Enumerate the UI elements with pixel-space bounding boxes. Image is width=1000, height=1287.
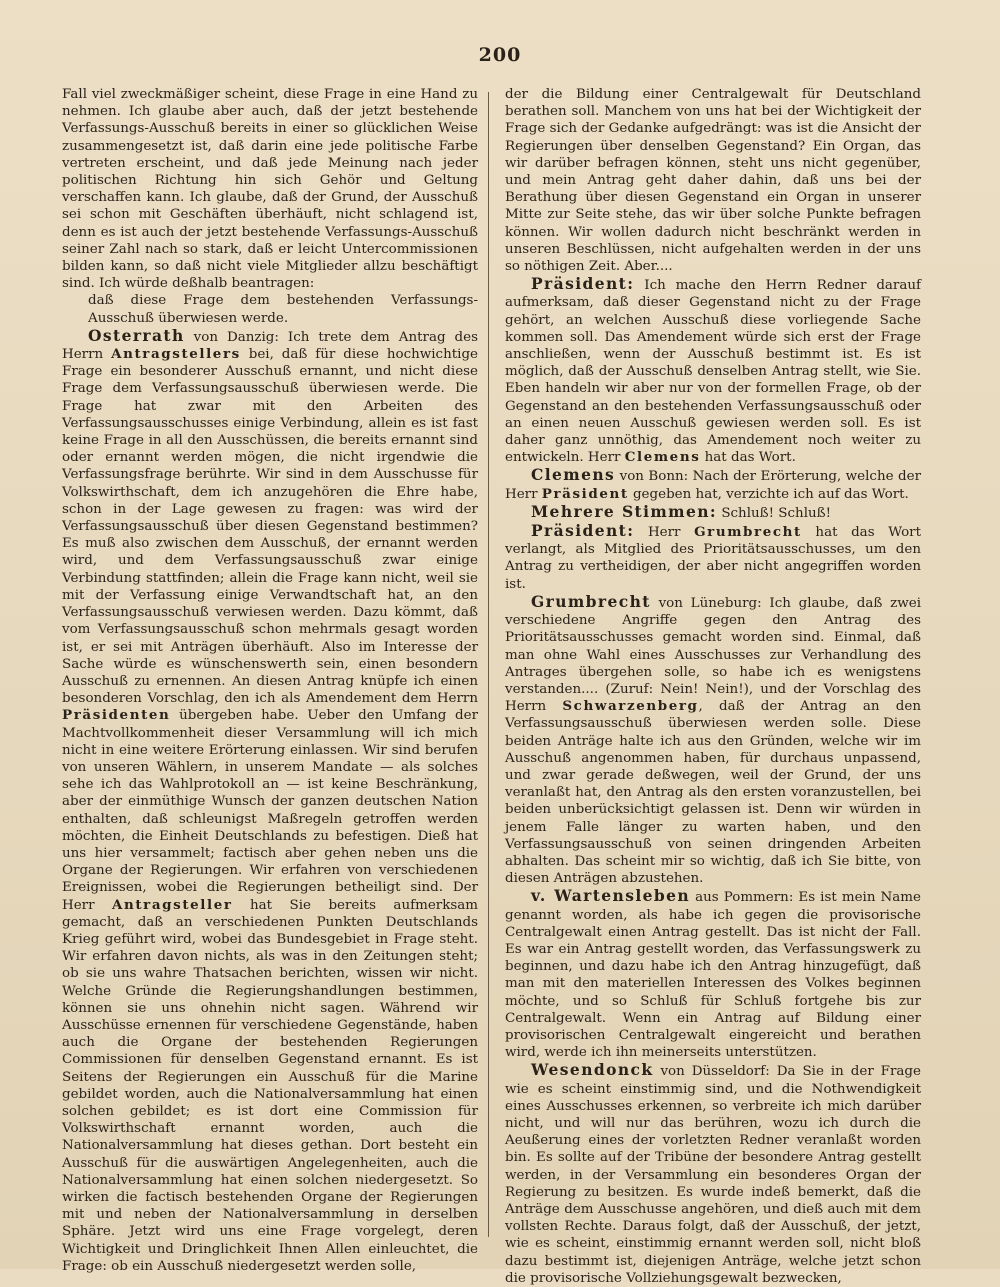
speaker-grumbrecht: Grumbrecht (531, 591, 651, 611)
speaker-mehrere-stimmen: Mehrere Stimmen: (531, 501, 718, 521)
text-segment: gegeben hat, verzichte ich auf das Wort. (628, 486, 909, 502)
speech-clemens (505, 466, 921, 502)
speaker-wartensleben: v. Wartensleben (531, 886, 691, 906)
spaced-word: Präsident (541, 485, 629, 502)
spaced-word: Grumbrecht (694, 524, 802, 541)
page-number: 200 (478, 44, 522, 66)
speech-praesident-1 (505, 275, 921, 466)
speaker-praesident: Präsident: (531, 521, 635, 541)
paragraph-continuation: der die Bildung einer Centralgewalt für Deutschland berathen soll. Manchem von uns hat bei der Wichtigkeit der Frage sich der Gedanke aufgedrängt: was ist die Ansicht der Regierungen über denselben Gegenstand? Ein Organ, das wir darüber befragen können, steht uns nicht gegenüber, und mein Antrag geht daher dahin, daß uns bei der Berathung über diesen Gegenstand ein Organ in unserer Mitte zur Seite stehe, das wir über solche Punkte befragen können. Wir wollen dadurch nicht beschränkt werden in unseren Beschlüssen, nicht aufgehalten werden in der uns so nöthigen Zeit. Aber.... (505, 87, 921, 275)
speech-praesident-2 (505, 522, 921, 593)
right-column (505, 86, 921, 1287)
text-segment: , daß der Antrag an den Verfassungsausschuß überwiesen werden solle. Diese beiden Anträge halte ich aus den Gründen, welche wir im Ausschuß angenommen haben, für durchaus unpassend, und zwar gerade deßwegen, weil der Grund, der uns veranlaßt hat, den Antrag als den ersten voranzustellen, bei beiden unberücksichtigt gelassen ist. Denn wir würden in jenem Falle länger zu warten haben, und den Verfassungsausschuß von seinen dringenden Arbeiten abhalten. Das scheint mir so wichtig, daß ich Sie bitte, von diesen Anträgen abzustehen. (505, 699, 921, 887)
text-segment: Ich mache den Herrn Redner darauf aufmerksam, daß dieser Gegenstand nicht zu der Frage gehört, an welchen Ausschuß diese vorliegende Sache kommen soll. Das Amendement würde sich erst der Frage anschließen, wenn der Ausschuß bestimmt ist. Es ist möglich, daß der Ausschuß denselben Antrag stellt, wie Sie. Eben handeln wir aber nur von der formellen Frage, ob der Gegenstand an den bestehenden Verfassungsausschuß oder an einen neuen Ausschuß gewiesen werden soll. Es ist daher ganz unnöthig, das Amendement noch weiter zu entwickeln. Herr (505, 278, 921, 466)
speech-mehrere (505, 503, 921, 522)
column-divider (488, 92, 489, 1237)
text-segment: von Bonn: Nach der Erörterung, welche der Herr (505, 469, 921, 502)
speaker-osterrath: Osterrath (88, 325, 185, 345)
speech-wartensleben (505, 887, 921, 1061)
spaced-word: Clemens (624, 449, 701, 466)
motion-quote: daß diese Frage dem bestehenden Verfassungs-Ausschuß überwiesen werde. (88, 293, 478, 326)
left-column (62, 86, 478, 1275)
text-segment: Herr (634, 525, 695, 541)
spaced-word: Schwarzenberg (562, 698, 699, 715)
text-segment: übergeben habe. Ueber den Umfang der Machtvollkommenheit dieser Versammlung will ich mich nicht in eine weitere Erörterung einlassen. Wir sind berufen von unseren Wählern, in unserem Mandate — als solches sehe ich das Wahlprotokoll an — ist keine Beschränkung, aber der einmüthige Wunsch der ganzen deutschen Nation enthalten, daß schleunigst Maßregeln getroffen werden möchten, die Einheit Deutschlands zu befestigen. Dieß hat uns hier versammelt; factisch aber gehen neben uns die Organe der Regierungen. Wir erfahren von verschiedenen Ereignissen, wobei die Regierungen betheiligt sind. Der Herr (62, 708, 478, 913)
text-segment: Schluß! Schluß! (717, 505, 832, 521)
spaced-word: Antragstellers (111, 346, 241, 363)
text-segment: hat das Wort. (700, 450, 796, 466)
speaker-wesendonck: Wesendonck (531, 1060, 654, 1080)
text-segment: bei, daß für diese hochwichtige Frage ein besonderer Ausschuß ernannt, und nicht diese Frage dem Verfassungsausschuß überwiesen werde. Die Frage hat zwar mit den Arbeiten des Verfassungsausschusses einige Verbindung, allein es ist fast keine Frage in all den Ausschüssen, die bereits ernannt sind oder ernannt werden mögen, die nicht irgendwie die Verfassungsfrage berührte. Wir sind in dem Ausschusse für Volkswirthschaft, dem ich anzugehören die Ehre habe, schon in der Lage gewesen zu fragen: was wird der Verfassungsausschuß über diesen Gegenstand bestimmen? Es muß also zwischen dem Ausschuß, der ernannt werden wird, und dem Verfassungsausschuß zwar einige Verbindung stattfinden; allein die Frage kann nicht, weil sie mit der Verfassung einige Verwandtschaft hat, an den Verfassungsausschuß verwiesen werden. Dazu kömmt, daß vom Verfassungsausschuß schon mehrmals gesagt worden ist, er sei mit Anträgen überhäuft. Also im Interesse der Sache würde es wünschenswerth sein, einen besondern Ausschuß zu ernennen. An diesen Antrag knüpfe ich einen besonderen Vorschlag, den ich als Amendement dem Herrn (62, 347, 478, 707)
text-segment: hat Sie bereits aufmerksam gemacht, daß an verschiedenen Punkten Deutschlands Krieg geführt wird, wobei das Bundesgebiet in Frage steht. Wir erfahren davon nichts, als was in den Zeitungen steht; ob sie uns wahre Thatsachen berichten, wissen wir nicht. Welche Gründe die Regierungshandlungen bestimmen, können sie uns ohnehin nicht sagen. Während wir Ausschüsse ernennen für verschiedene Gegenstände, haben auch die Organe der bestehenden Regierungen Commissionen für denselben Gegenstand ernannt. Es ist Seitens der Regierungen ein Ausschuß für die Marine gebildet worden, auch die Nationalversammlung hat einen solchen gebildet; es ist dort eine Commission für Volkswirthschaft ernannt worden, auch die Nationalversammlung hat dieses gethan. Dort besteht ein Ausschuß für die auswärtigen Angelegenheiten, auch die Nationalversammlung hat einen solchen niedergesetzt. So wirken die factisch bestehenden Organe der Regierungen mit und neben der Nationalversammlung in derselben Sphäre. Jetzt wird uns eine Frage vorgelegt, deren Wichtigkeit und Dringlichkeit Ihnen Allen einleuchtet, die Frage: ob ein Ausschuß niedergesetzt werden solle, (62, 897, 478, 1274)
text-segment: hat das Wort verlangt, als Mitglied des Prioritätsausschusses, um den Antrag zu vertheidigen, der aber nicht angegriffen worden ist. (505, 525, 922, 592)
speaker-clemens: Clemens (531, 465, 616, 485)
text-segment: aus Pommern: Es ist mein Name genannt worden, als habe ich gegen die provisorische Centralgewalt einen Antrag gestellt. Das ist nicht der Fall. Es war ein Antrag gestellt worden, das Verfassungswerk zu beginnen, und dazu habe ich den Antrag hinzugefügt, daß man mit den materiellen Interessen des Volkes beginnen möchte, und so Schluß für Schluß fortgehe bis zur Centralgewalt. Wenn ein Antrag auf Bildung einer provisorischen Centralgewalt eingereicht und berathen wird, werde ich ihn meinerseits unterstützen. (505, 890, 922, 1061)
speech-wesendonck (505, 1061, 921, 1287)
text-segment: von Lüneburg: Ich glaube, daß zwei verschiedene Angriffe gegen den Antrag des Prioritätsausschusses gemacht worden sind. Einmal, daß man ohne Wahl eines Ausschusses zur Verhandlung des Antrages übergehen solle, so habe ich es wenigstens verstanden.... (Zuruf: Nein! Nein!), und der Vorschlag des Herrn (505, 595, 921, 715)
speaker-praesident: Präsident: (531, 274, 635, 294)
speech-osterrath (62, 327, 478, 1275)
text-segment: von Danzig: Ich trete dem Antrag des Herrn (62, 329, 478, 363)
text-segment: von Düsseldorf: Da Sie in der Frage wie es scheint einstimmig sind, und die Nothwendigkeit eines Ausschusses erkennen, so verbreite ich mich darüber nicht, und will nur das berühren, wozu ich durch die Aeußerung eines der vorletzten Redner veranlaßt worden bin. Es sollte auf der Tribüne der besondere Antrag gestellt werden, in der Versammlung ein besonderes Organ der Regierung zu besitzen. Es wurde indeß bemerkt, daß die Anträge dem Ausschusse angehören, und dieß auch mit dem vollsten Rechte. Daraus folgt, daß der Ausschuß, der jetzt, wie es scheint, einstimmig ernannt werden soll, nicht bloß dazu bestimmt ist, diejenigen Anträge, welche jetzt schon die provisorische Vollziehungsgewalt bezwecken, (505, 1064, 921, 1286)
paragraph-intro: Fall viel zweckmäßiger scheint, diese Frage in eine Hand zu nehmen. Ich glaube aber auch, daß der jetzt bestehende Verfassungs-Ausschuß bereits in einer so glücklichen Weise zusammengesetzt ist, daß darin eine jede politische Farbe vertreten erscheint, und daß jede Meinung nach jeder politischen Richtung hin sich Gehör und Geltung verschaffen kann. Ich glaube, daß der Grund, der Ausschuß sei schon mit Geschäften überhäuft, nicht schlagend ist, denn es ist auch der jetzt bestehende Verfassungs-Ausschuß seiner Zahl nach so stark, daß er leicht Untercommissionen bilden kann, so daß nicht viele Mitglieder allzu beschäftigt sind. Ich würde deßhalb beantragen: (62, 87, 478, 292)
spaced-word: Antragsteller (111, 896, 233, 913)
spaced-word: Präsidenten (62, 707, 171, 724)
speech-grumbrecht (505, 593, 921, 887)
